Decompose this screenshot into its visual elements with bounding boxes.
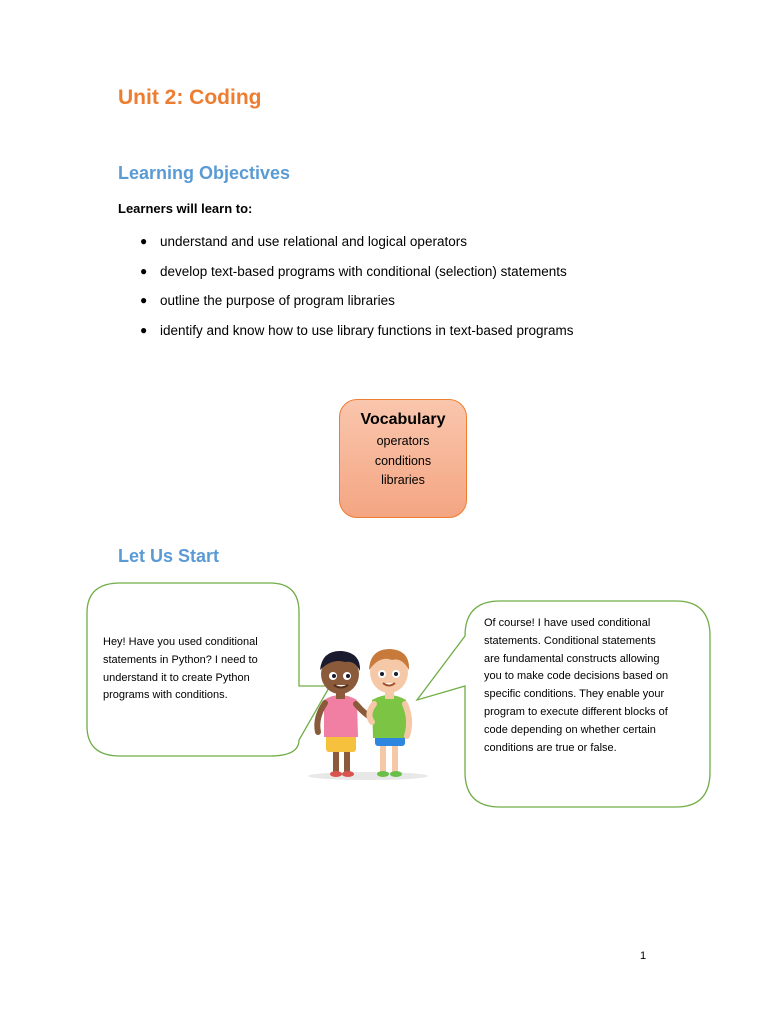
- bubble-line: conditions are true or false.: [484, 741, 617, 754]
- bubble-line: statements in Python? I need to: [103, 653, 258, 666]
- left-bubble-text: [103, 634, 283, 705]
- page-number: 1: [640, 950, 647, 962]
- bullet-icon: ●: [140, 263, 148, 278]
- objective-text: outline the purpose of program libraries: [160, 293, 395, 309]
- unit-title: Unit 2: Coding: [118, 86, 262, 109]
- kids-illustration: [300, 640, 440, 785]
- objectives-lead: Learners will learn to:: [118, 201, 253, 216]
- bubble-line: you to make code decisions based on: [484, 670, 669, 683]
- vocabulary-word: operators: [376, 434, 430, 448]
- bullet-icon: ●: [140, 234, 148, 248]
- vocabulary-title: Vocabulary: [360, 411, 446, 428]
- vocabulary-word: conditions: [374, 453, 432, 468]
- bubble-line: code depending on whether certain: [484, 723, 656, 736]
- bubble-line: programs with conditions.: [103, 689, 228, 702]
- bullet-icon: ●: [140, 293, 148, 308]
- bubble-line: understand it to create Python: [103, 671, 250, 684]
- right-bubble-text: [484, 615, 696, 757]
- let-us-start-heading: Let Us Start: [118, 546, 220, 566]
- objective-text: understand and use relational and logical operators: [160, 234, 467, 249]
- bubble-line: specific conditions. They enable your: [484, 688, 665, 701]
- vocabulary-word: libraries: [381, 473, 425, 487]
- bubble-line: Of course! I have used conditional: [484, 617, 651, 629]
- bubble-line: program to execute different blocks of: [484, 705, 668, 718]
- learning-objectives-heading: Learning Objectives: [118, 163, 291, 183]
- bubble-line: Hey! Have you used conditional: [103, 636, 258, 648]
- bubble-line: statements. Conditional statements: [484, 634, 656, 647]
- objective-text: identify and know how to use library functions in text-based programs: [160, 323, 574, 339]
- bullet-icon: ●: [140, 323, 148, 338]
- kid-right-figure: [369, 649, 409, 777]
- objective-text: develop text-based programs with conditional (selection) statements: [160, 263, 567, 279]
- bubble-line: are fundamental constructs allowing: [484, 652, 660, 665]
